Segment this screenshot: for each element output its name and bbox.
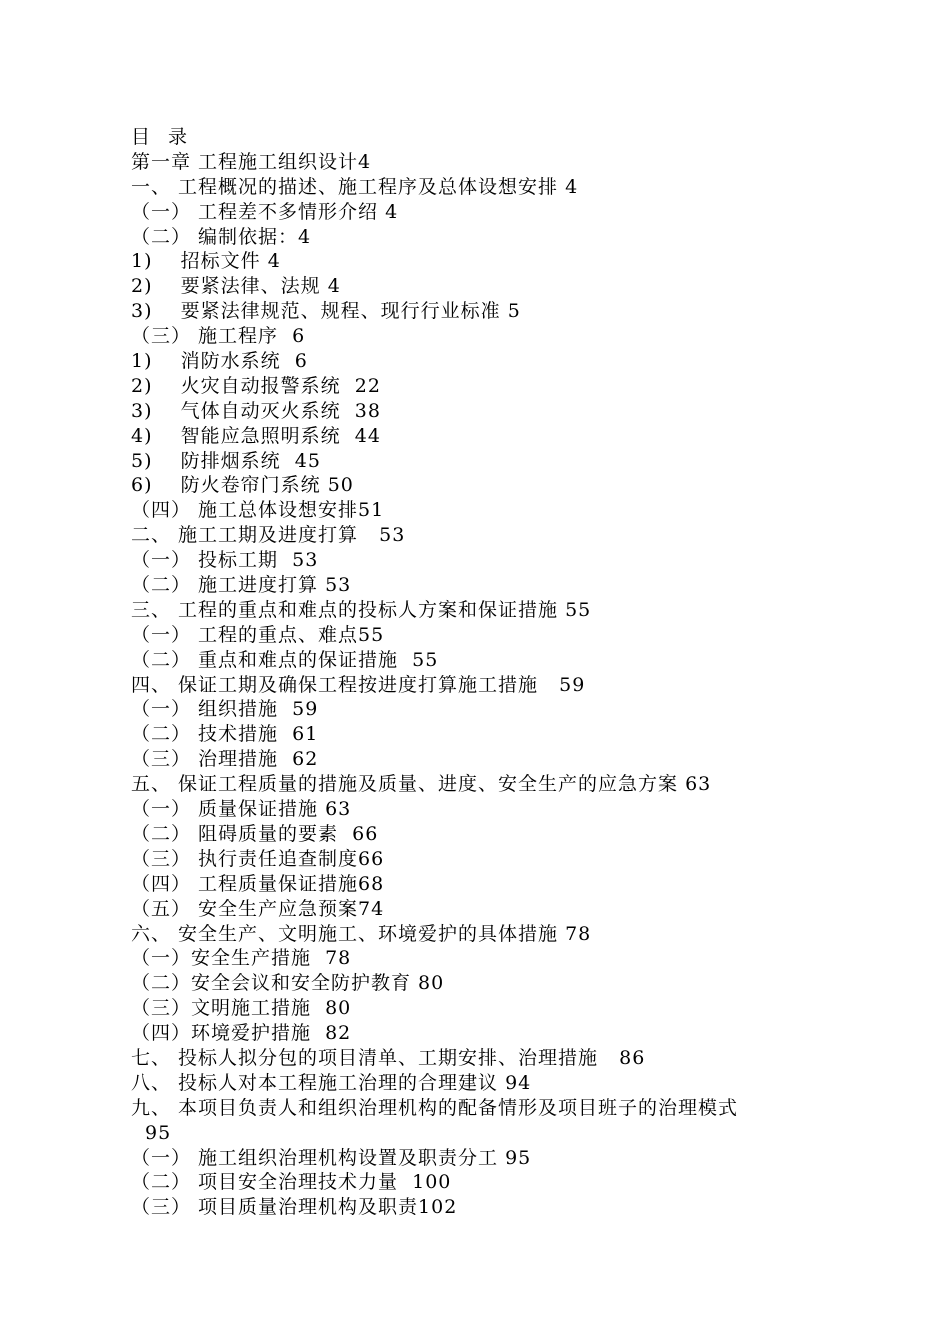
toc-entry: 九、 本项目负责人和组织治理机构的配备情形及项目班子的治理模式 [131, 1096, 739, 1119]
toc-entry: （三） 项目质量治理机构及职责102 [131, 1196, 458, 1219]
toc-entry: 六、 安全生产、文明施工、环境爱护的具体措施 78 [131, 922, 592, 945]
toc-entry: 6) 防火卷帘门系统 50 [131, 474, 354, 497]
toc-entry: （一） 工程差不多情形介绍 4 [131, 200, 399, 223]
toc-entry: 四、 保证工期及确保工程按进度打算施工措施 59 [131, 673, 586, 696]
toc-entry: 七、 投标人拟分包的项目清单、工期安排、治理措施 86 [131, 1046, 646, 1069]
toc-entry: （三） 执行责任追查制度66 [131, 847, 385, 870]
toc-entry: 1) 消防水系统 6 [131, 350, 308, 373]
toc-entry: （四）环境爱护措施 82 [131, 1022, 352, 1045]
toc-entry: （一） 施工组织治理机构设置及职责分工 95 [131, 1146, 532, 1169]
toc-entry: （一）安全生产措施 78 [131, 947, 352, 970]
toc-entry: （四） 施工总体设想安排51 [131, 499, 385, 522]
toc-entry: （二） 项目安全治理技术力量 100 [131, 1171, 452, 1194]
toc-entry: （一） 投标工期 53 [131, 549, 319, 572]
toc-entry: （四） 工程质量保证措施68 [131, 872, 385, 895]
toc-entry: 五、 保证工程质量的措施及质量、进度、安全生产的应急方案 63 [131, 773, 712, 796]
toc-entry: 三、 工程的重点和难点的投标人方案和保证措施 55 [131, 598, 592, 621]
toc-entry: （一） 组织措施 59 [131, 698, 319, 721]
toc-entry: （三） 施工程序 6 [131, 325, 306, 348]
toc-entry: 4) 智能应急照明系统 44 [131, 424, 381, 447]
toc-entry: 第一章 工程施工组织设计4 [131, 150, 372, 173]
toc-entry: （二） 重点和难点的保证措施 55 [131, 648, 439, 671]
toc-entry-page-number: 95 [145, 1121, 172, 1144]
toc-entry: 2) 要紧法律、法规 4 [131, 275, 341, 298]
toc-entry: 3) 要紧法律规范、规程、现行行业标准 5 [131, 300, 521, 323]
toc-entry: 2) 火灾自动报警系统 22 [131, 374, 381, 397]
toc-entry: （二） 阻碍质量的要素 66 [131, 822, 379, 845]
table-of-contents [131, 125, 831, 1220]
toc-title: 目 录 [131, 126, 194, 148]
toc-entry: 3) 气体自动灭火系统 38 [131, 399, 381, 422]
toc-entry: （一） 工程的重点、难点55 [131, 623, 385, 646]
toc-entry: （三） 治理措施 62 [131, 748, 319, 771]
toc-entry: （五） 安全生产应急预案74 [131, 897, 385, 920]
toc-entry: 一、 工程概况的描述、施工程序及总体设想安排 4 [131, 175, 579, 198]
toc-entry: 5) 防排烟系统 45 [131, 449, 321, 472]
toc-entry: （二）安全会议和安全防护教育 80 [131, 972, 445, 995]
toc-entry: （二） 施工进度打算 53 [131, 574, 352, 597]
toc-entry: 八、 投标人对本工程施工治理的合理建议 94 [131, 1071, 532, 1094]
toc-entry: （二） 编制依据：4 [131, 225, 312, 248]
toc-entry: （一） 质量保证措施 63 [131, 798, 352, 821]
toc-entry: （三）文明施工措施 80 [131, 997, 352, 1020]
toc-entry: 二、 施工工期及进度打算 53 [131, 524, 406, 547]
toc-entry: （二） 技术措施 61 [131, 723, 319, 746]
toc-entry: 1) 招标文件 4 [131, 250, 281, 273]
